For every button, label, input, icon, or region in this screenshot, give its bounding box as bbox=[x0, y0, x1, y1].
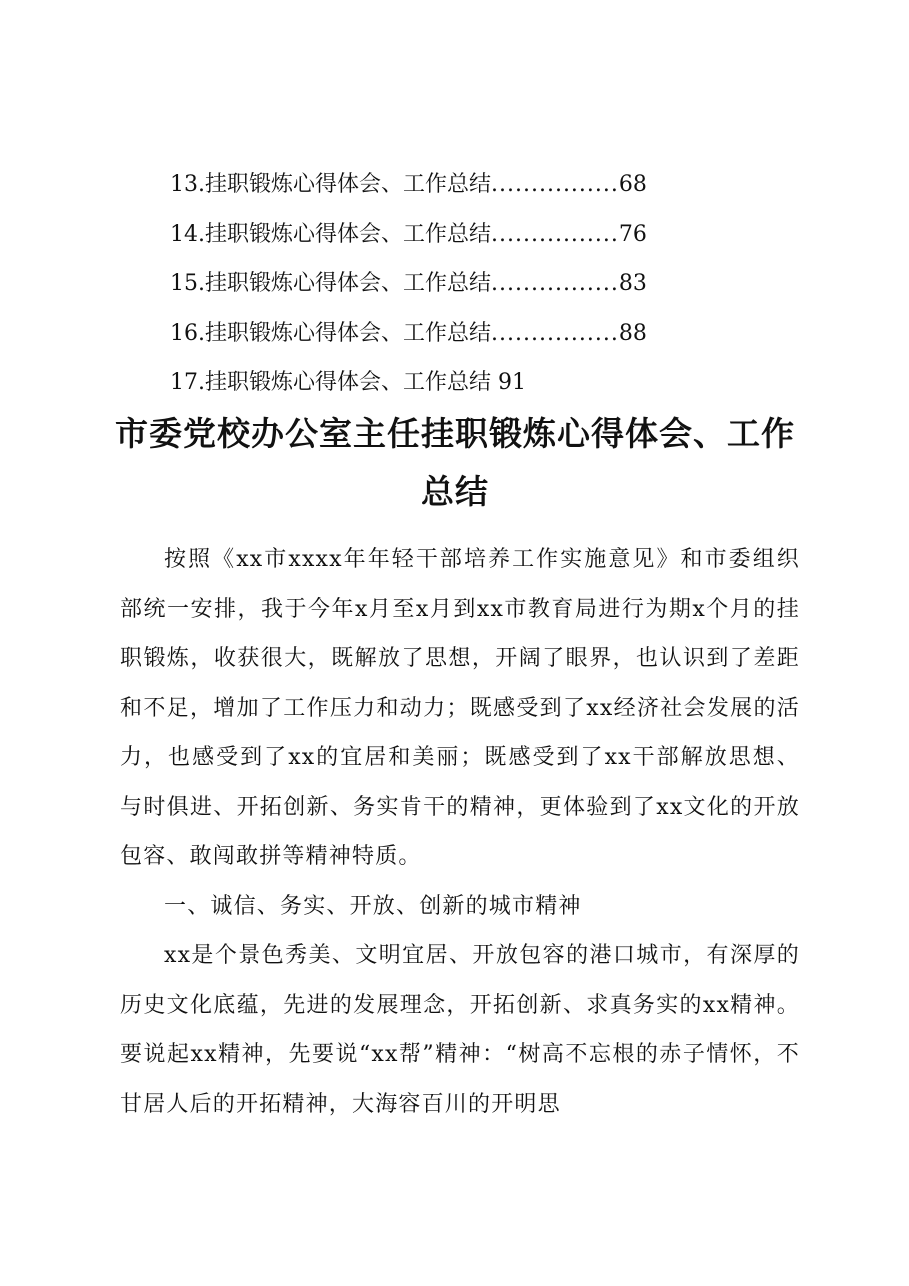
toc-entry-label: 16.挂职锻炼心得体会、工作总结 bbox=[170, 320, 491, 346]
toc-entry[interactable] bbox=[170, 314, 790, 364]
table-of-contents bbox=[170, 165, 790, 413]
toc-page-number: 68 bbox=[618, 172, 647, 197]
toc-leader-dots: ................ bbox=[491, 221, 619, 247]
body-paragraph-intro: 按照《xx市xxxx年年轻干部培养工作实施意见》和市委组织部统一安排，我于今年x月至x月到xx市教育局进行为期x个月的挂职锻炼，收获很大，既解放了思想，开阔了眼界，也认识到了差距和不足，增加了工作压力和动力；既感受到了xx经济社会发展的活力，也感受到了xx的宜居和美丽；既感受到了xx干部解放思想、与时俱进、开拓创新、务实肯干的精神，更体验到了xx文化的开放包容、敢闯敢拼等精神特质。 bbox=[120, 547, 800, 869]
toc-entry[interactable] bbox=[170, 264, 790, 314]
toc-leader-dots: ................ bbox=[491, 320, 619, 346]
document-body bbox=[120, 535, 800, 1129]
document-title-line-1: 市委党校办公室主任挂职锻炼心得体会、工作 bbox=[115, 414, 795, 453]
toc-page-number: 76 bbox=[618, 221, 647, 247]
toc-entry-label: 15.挂职锻炼心得体会、工作总结 bbox=[170, 271, 491, 296]
toc-entry-label: 14.挂职锻炼心得体会、工作总结 bbox=[170, 221, 491, 247]
body-paragraph-city-spirit: xx是个景色秀美、文明宜居、开放包容的港口城市，有深厚的历史文化底蕴，先进的发展理念，开拓创新、求真务实的xx精神。要说起xx精神，先要说“xx帮”精神：“树高不忘根的赤子情怀，不甘居人后的开拓精神，大海容百川的开明思 bbox=[120, 943, 800, 1117]
toc-leader-dots: ................ bbox=[491, 271, 619, 296]
section-heading: 一、诚信、务实、开放、创新的城市精神 bbox=[164, 893, 582, 919]
toc-leader-space bbox=[491, 370, 498, 395]
toc-page-number: 83 bbox=[618, 271, 647, 296]
toc-page-number: 88 bbox=[618, 320, 647, 346]
toc-page-number: 91 bbox=[498, 370, 526, 395]
toc-entry[interactable] bbox=[170, 165, 790, 215]
toc-leader-dots: ................ bbox=[491, 172, 619, 197]
document-title bbox=[100, 405, 810, 521]
toc-entry[interactable] bbox=[170, 215, 790, 265]
toc-entry-label: 17.挂职锻炼心得体会、工作总结 bbox=[170, 370, 491, 395]
toc-entry-label: 13.挂职锻炼心得体会、工作总结 bbox=[170, 172, 491, 197]
document-title-line-2: 总结 bbox=[421, 472, 489, 511]
